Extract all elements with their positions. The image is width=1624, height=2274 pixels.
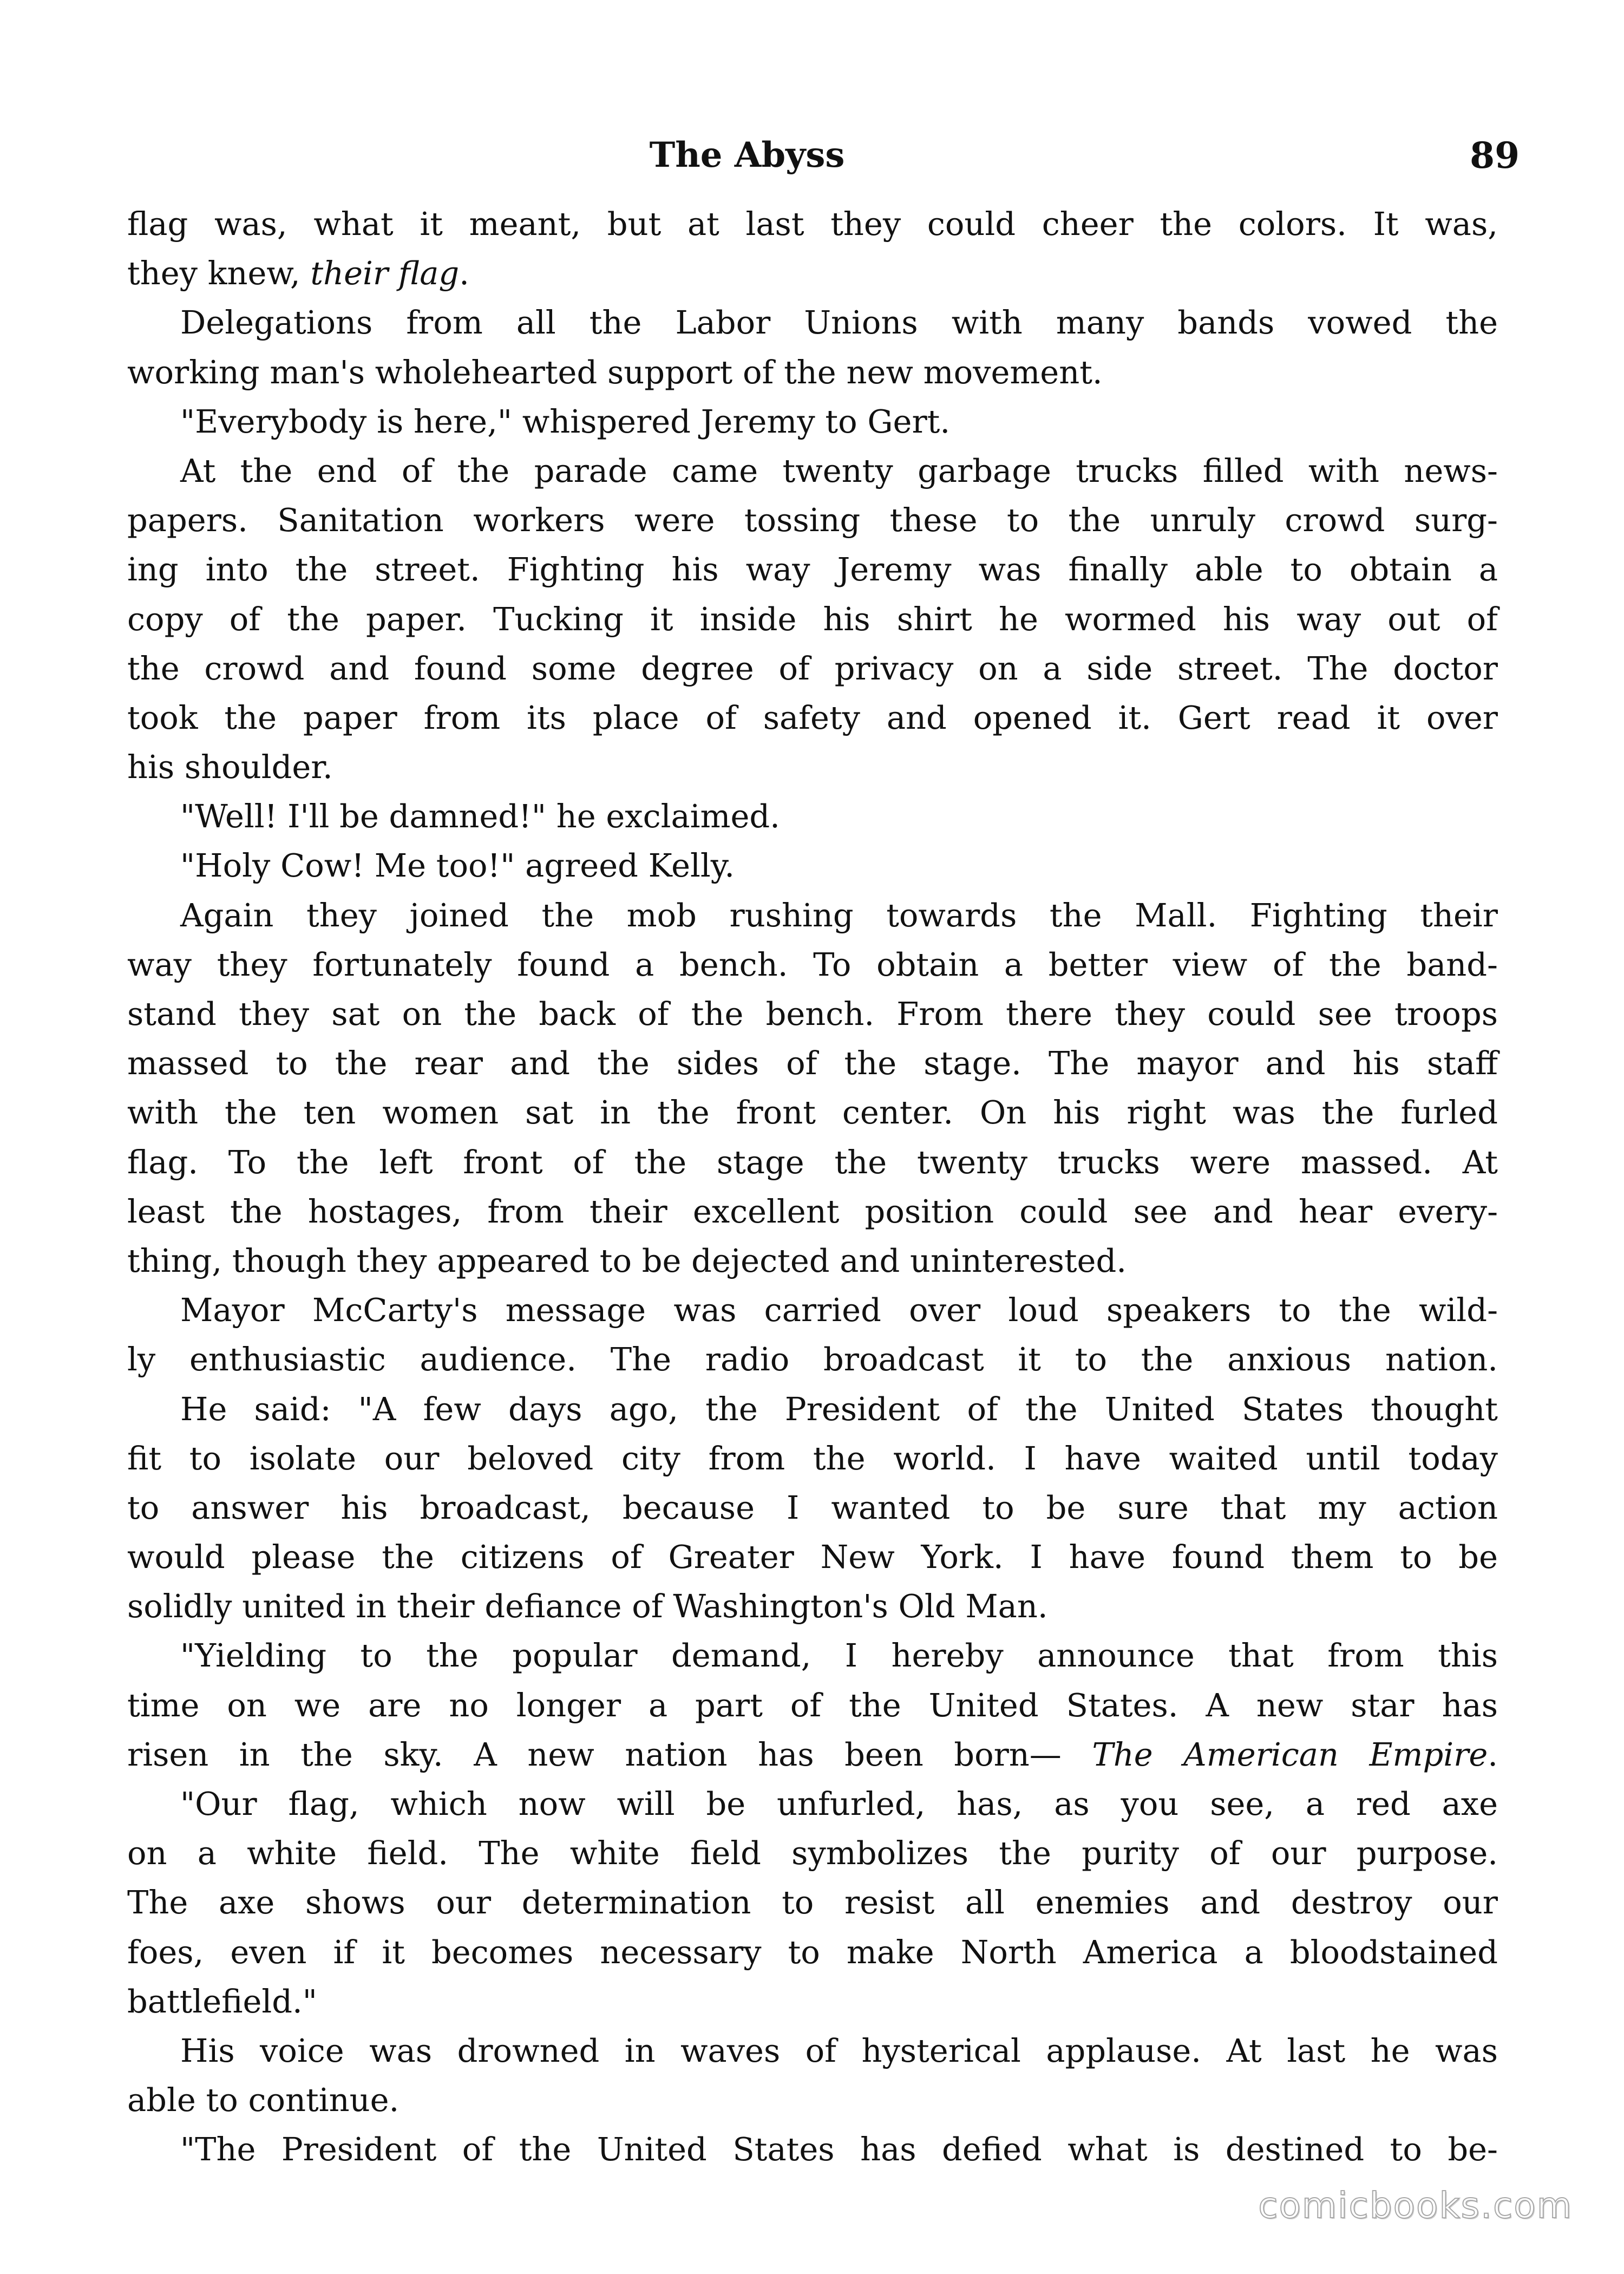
text-line-content: His voice was drowned in waves of hysterical applause. At last he was (180, 2031, 1498, 2069)
text-line-content: they knew, (127, 254, 311, 292)
text-line-content: The axe shows our determination to resist all enemies and destroy our (127, 1884, 1498, 1922)
text-line (127, 742, 1498, 792)
text-line-content: "Everybody is here," whispered Jeremy to Gert. (180, 402, 951, 440)
text-line (127, 1285, 1498, 1335)
running-header (0, 126, 1624, 185)
text-line-content: took the paper from its place of safety and opened it. Gert read it over (127, 698, 1498, 736)
text-line-content: Delegations from all the Labor Unions with many bands vowed the (180, 304, 1498, 342)
text-line (127, 1138, 1498, 1187)
text-line-content: copy of the paper. Tucking it inside his shirt he wormed his way out of (127, 600, 1498, 638)
text-line (127, 1038, 1498, 1088)
text-line-content: battlefield." (127, 1982, 317, 2020)
text-line (127, 1582, 1498, 1631)
text-line-content: papers. Sanitation workers were tossing these to the unruly crowd surg- (127, 501, 1498, 539)
text-line (127, 1681, 1498, 1730)
text-line (127, 792, 1498, 841)
text-line-content: able to continue. (127, 2081, 400, 2119)
text-line-content: on a white field. The white field symbolizes the purity of our purpose. (127, 1834, 1498, 1872)
text-line (127, 1483, 1498, 1532)
text-line (127, 2125, 1498, 2174)
text-line (127, 1187, 1498, 1236)
text-line-content: flag was, what it meant, but at last they could cheer the colors. It was, (127, 205, 1498, 243)
text-line (127, 1828, 1498, 1878)
text-line (127, 1730, 1498, 1779)
text-line-content: the crowd and found some degree of privacy on a side street. The doctor (127, 649, 1498, 687)
text-line (127, 446, 1498, 495)
text-line (127, 1878, 1498, 1927)
italic-phrase: The American Empire (1092, 1735, 1488, 1773)
text-line-content: solidly united in their defiance of Washington's Old Man. (127, 1587, 1048, 1625)
text-line (127, 1927, 1498, 1977)
text-line-content: with the ten women sat in the front center. On his right was the furled (127, 1094, 1498, 1132)
text-line-content: flag. To the left front of the stage the twenty trucks were massed. At (127, 1143, 1498, 1181)
text-line-content: his shoulder. (127, 748, 333, 786)
text-line-content: would please the citizens of Greater New York. I have found them to be (127, 1538, 1498, 1576)
text-line-content: ly enthusiastic audience. The radio broadcast it to the anxious nation. (127, 1341, 1498, 1378)
text-line (127, 1779, 1498, 1828)
text-line-content: stand they sat on the back of the bench. From there they could see troops (127, 995, 1498, 1033)
watermark: comicbooks.com (1258, 2185, 1573, 2226)
text-line (127, 1532, 1498, 1582)
text-line (127, 545, 1498, 594)
text-line-content: time on we are no longer a part of the United States. A new star has (127, 1686, 1498, 1724)
text-line (127, 644, 1498, 693)
text-line-content: risen in the sky. A new nation has been born— (127, 1735, 1092, 1773)
text-line (127, 348, 1498, 397)
text-line (127, 594, 1498, 644)
text-line (127, 1977, 1498, 2026)
text-line-content: foes, even if it becomes necessary to make North America a bloodstained (127, 1933, 1498, 1971)
text-line (127, 397, 1498, 446)
text-line-content: At the end of the parade came twenty garbage trucks filled with news- (180, 452, 1498, 489)
text-line (127, 199, 1498, 249)
text-line (127, 1088, 1498, 1137)
text-line (127, 841, 1498, 890)
text-line-content: "The President of the United States has defied what is destined to be- (180, 2131, 1498, 2168)
text-line (127, 2075, 1498, 2125)
text-line-content: ing into the street. Fighting his way Jeremy was finally able to obtain a (127, 551, 1498, 589)
text-line-content: least the hostages, from their excellent position could see and hear every- (127, 1192, 1498, 1230)
text-line (127, 1434, 1498, 1483)
body-text (127, 199, 1498, 2174)
text-line (127, 940, 1498, 989)
text-line (127, 2026, 1498, 2075)
text-line-content: Again they joined the mob rushing towards the Mall. Fighting their (180, 896, 1498, 934)
punctuation: . (459, 254, 469, 292)
text-line-content: "Yielding to the popular demand, I hereby announce that from this (180, 1637, 1498, 1675)
text-line-content: fit to isolate our beloved city from the world. I have waited until today (127, 1439, 1498, 1477)
punctuation: . (1488, 1735, 1498, 1773)
text-line-content: Mayor McCarty's message was carried over loud speakers to the wild- (180, 1291, 1498, 1329)
text-line-content: to answer his broadcast, because I wanted to be sure that my action (127, 1488, 1498, 1526)
italic-phrase: their flag (310, 254, 460, 292)
text-line-content: working man's wholehearted support of the new movement. (127, 353, 1103, 391)
text-line (127, 1335, 1498, 1384)
text-line (127, 495, 1498, 545)
text-line (127, 249, 1498, 298)
running-title: The Abyss (649, 135, 845, 175)
text-line-content: "Holy Cow! Me too!" agreed Kelly. (180, 847, 735, 885)
text-line (127, 1236, 1498, 1285)
text-line-content: thing, though they appeared to be dejected and uninterested. (127, 1241, 1127, 1279)
text-line (127, 298, 1498, 347)
text-line (127, 989, 1498, 1038)
text-line-content: "Our flag, which now will be unfurled, has, as you see, a red axe (180, 1785, 1498, 1822)
text-line (127, 1631, 1498, 1680)
text-line (127, 1384, 1498, 1434)
text-line (127, 891, 1498, 940)
text-line (127, 693, 1498, 742)
text-line-content: "Well! I'll be damned!" he exclaimed. (180, 798, 780, 835)
text-line-content: He said: "A few days ago, the President of the United States thought (180, 1390, 1498, 1428)
text-line-content: massed to the rear and the sides of the stage. The mayor and his staff (127, 1044, 1498, 1082)
text-line-content: way they fortunately found a bench. To obtain a better view of the band- (127, 945, 1498, 983)
page-number: 89 (1470, 134, 1520, 177)
